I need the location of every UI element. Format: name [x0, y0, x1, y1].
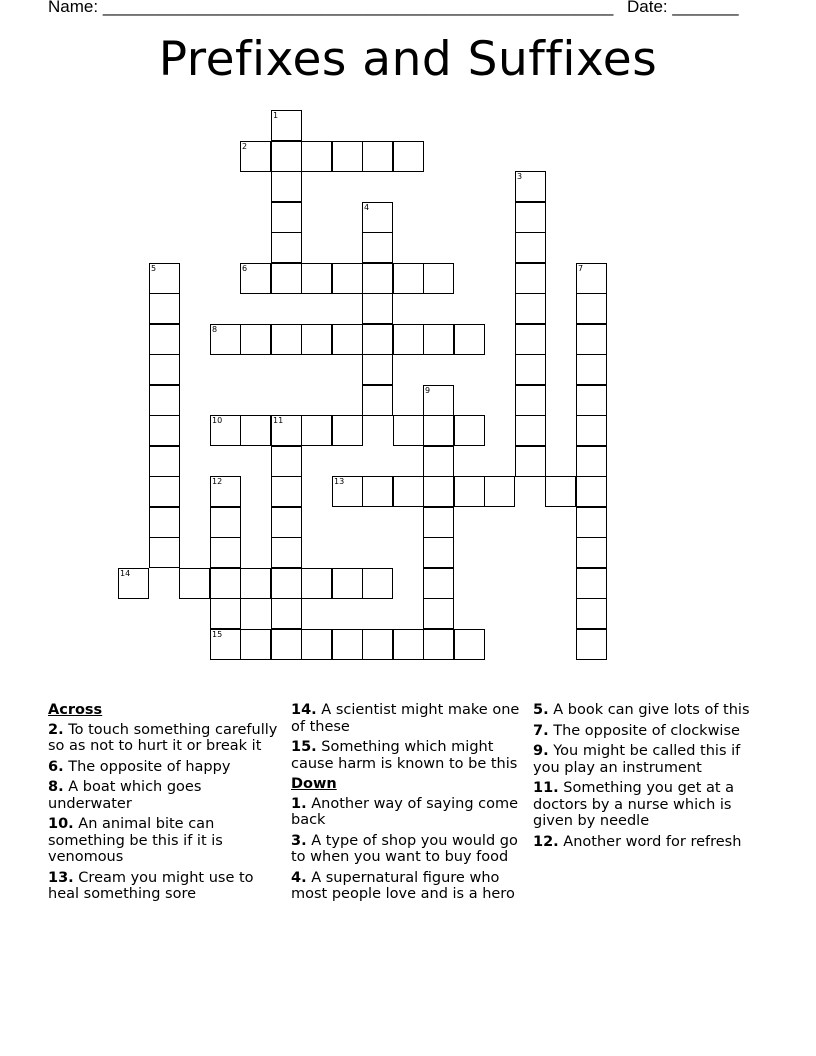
grid-cell-c11-r6[interactable] — [332, 263, 363, 294]
grid-cell-c5-r9[interactable] — [149, 354, 180, 385]
clue-across-8: 8. A boat which goes underwater — [48, 779, 202, 812]
grid-cell-c10-r2[interactable] — [301, 141, 332, 172]
clue-number-5: 5 — [151, 264, 157, 273]
grid-cell-c19-r12[interactable] — [576, 446, 607, 477]
grid-cell-c12-r5[interactable] — [362, 232, 393, 263]
grid-cell-c9-r17[interactable] — [271, 598, 302, 629]
clues-column-1 — [48, 702, 284, 907]
clue-across-13: 13. Cream you might use to heal something sore — [48, 869, 254, 902]
clue-number-8: 8 — [212, 325, 218, 334]
grid-cell-c19-r11[interactable] — [576, 415, 607, 446]
grid-cell-c13-r11[interactable] — [393, 415, 424, 446]
grid-cell-c7-r16[interactable] — [210, 568, 241, 599]
name-label: Name: — [48, 0, 99, 16]
grid-cell-c19-r17[interactable] — [576, 598, 607, 629]
grid-cell-c17-r4[interactable] — [515, 202, 546, 233]
grid-cell-c17-r6[interactable] — [515, 263, 546, 294]
grid-cell-c13-r8[interactable] — [393, 324, 424, 355]
down-heading: Down — [291, 776, 337, 792]
clue-across-15: 15. Something which might cause harm is known to be this — [291, 739, 518, 772]
grid-cell-c5-r15[interactable] — [149, 537, 180, 568]
grid-cell-c11-r11[interactable] — [332, 415, 363, 446]
grid-cell-c17-r11[interactable] — [515, 415, 546, 446]
grid-cell-c19-r14[interactable] — [576, 507, 607, 538]
grid-cell-c10-r6[interactable] — [301, 263, 332, 294]
grid-cell-c14-r17[interactable] — [423, 598, 454, 629]
grid-cell-c19-r15[interactable] — [576, 537, 607, 568]
grid-cell-c10-r18[interactable] — [301, 629, 332, 660]
grid-cell-c13-r6[interactable] — [393, 263, 424, 294]
grid-cell-c17-r10[interactable] — [515, 385, 546, 416]
grid-cell-c19-r10[interactable] — [576, 385, 607, 416]
grid-cell-c12-r10[interactable] — [362, 385, 393, 416]
grid-cell-c9-r6[interactable] — [271, 263, 302, 294]
grid-cell-c14-r11[interactable] — [423, 415, 454, 446]
clue-down-4: 4. A supernatural figure who most people love and is a hero — [291, 869, 515, 902]
name-line[interactable]: ______________________________________________________ — [102, 0, 614, 16]
grid-cell-c9-r14[interactable] — [271, 507, 302, 538]
grid-cell-c13-r2[interactable] — [393, 141, 424, 172]
grid-cell-c10-r8[interactable] — [301, 324, 332, 355]
grid-cell-c5-r12[interactable] — [149, 446, 180, 477]
grid-cell-c7-r14[interactable] — [210, 507, 241, 538]
grid-cell-c14-r18[interactable] — [423, 629, 454, 660]
clue-number-3: 3 — [517, 172, 523, 181]
clue-number-9: 9 — [425, 386, 431, 395]
grid-cell-c14-r13[interactable] — [423, 476, 454, 507]
grid-cell-c19-r16[interactable] — [576, 568, 607, 599]
grid-cell-c14-r14[interactable] — [423, 507, 454, 538]
clue-across-14: 14. A scientist might make one of these — [291, 702, 520, 735]
grid-cell-c15-r11[interactable] — [454, 415, 485, 446]
grid-cell-c11-r2[interactable] — [332, 141, 363, 172]
grid-cell-c12-r18[interactable] — [362, 629, 393, 660]
grid-cell-c9-r12[interactable] — [271, 446, 302, 477]
grid-cell-c15-r18[interactable] — [454, 629, 485, 660]
clue-down-9: 9. You might be called this if you play an instrument — [533, 743, 741, 776]
grid-cell-c14-r8[interactable] — [423, 324, 454, 355]
grid-cell-c11-r18[interactable] — [332, 629, 363, 660]
clue-number-1: 1 — [273, 111, 279, 120]
page-title: Prefixes and Suffixes — [158, 32, 658, 87]
grid-cell-c17-r12[interactable] — [515, 446, 546, 477]
grid-cell-c12-r9[interactable] — [362, 354, 393, 385]
clue-down-1: 1. Another way of saying come back — [291, 795, 519, 828]
clue-number-2: 2 — [242, 142, 248, 151]
grid-cell-c5-r14[interactable] — [149, 507, 180, 538]
grid-cell-c19-r9[interactable] — [576, 354, 607, 385]
clues-column-2 — [291, 702, 527, 907]
grid-cell-c19-r18[interactable] — [576, 629, 607, 660]
clue-down-11: 11. Something you get at a doctors by a nurse which is given by needle — [533, 780, 735, 829]
grid-cell-c9-r8[interactable] — [271, 324, 302, 355]
clue-number-14: 14 — [120, 569, 131, 578]
grid-cell-c6-r16[interactable] — [179, 568, 210, 599]
grid-cell-c12-r7[interactable] — [362, 293, 393, 324]
grid-cell-c5-r7[interactable] — [149, 293, 180, 324]
grid-cell-c12-r13[interactable] — [362, 476, 393, 507]
date-line[interactable]: _______ — [672, 0, 739, 16]
clue-down-3: 3. A type of shop you would go to when you want to buy food — [291, 832, 518, 865]
clue-down-7: 7. The opposite of clockwise — [533, 722, 740, 739]
grid-cell-c19-r13[interactable] — [576, 476, 607, 507]
grid-cell-c8-r11[interactable] — [240, 415, 271, 446]
grid-cell-c9-r2[interactable] — [271, 141, 302, 172]
clue-across-2: 2. To touch something carefully so as not to hurt it or break it — [48, 721, 278, 754]
clue-number-12: 12 — [212, 477, 223, 486]
clue-number-6: 6 — [242, 264, 248, 273]
clue-down-12: 12. Another word for refresh — [533, 833, 742, 850]
grid-cell-c17-r9[interactable] — [515, 354, 546, 385]
clue-number-4: 4 — [364, 203, 370, 212]
grid-cell-c9-r15[interactable] — [271, 537, 302, 568]
date-label: Date: — [627, 0, 668, 16]
grid-cell-c11-r16[interactable] — [332, 568, 363, 599]
grid-cell-c13-r18[interactable] — [393, 629, 424, 660]
grid-cell-c10-r11[interactable] — [301, 415, 332, 446]
grid-cell-c17-r8[interactable] — [515, 324, 546, 355]
grid-cell-c12-r2[interactable] — [362, 141, 393, 172]
grid-cell-c14-r6[interactable] — [423, 263, 454, 294]
clue-number-7: 7 — [578, 264, 584, 273]
grid-cell-c7-r17[interactable] — [210, 598, 241, 629]
grid-cell-c9-r16[interactable] — [271, 568, 302, 599]
grid-cell-c16-r13[interactable] — [484, 476, 515, 507]
grid-cell-c5-r8[interactable] — [149, 324, 180, 355]
clue-number-11: 11 — [273, 416, 284, 425]
across-heading: Across — [48, 702, 103, 718]
grid-cell-c12-r8[interactable] — [362, 324, 393, 355]
grid-cell-c9-r4[interactable] — [271, 202, 302, 233]
grid-cell-c17-r7[interactable] — [515, 293, 546, 324]
clue-number-15: 15 — [212, 630, 223, 639]
grid-cell-c15-r13[interactable] — [454, 476, 485, 507]
clue-number-10: 10 — [212, 416, 223, 425]
grid-cell-c14-r15[interactable] — [423, 537, 454, 568]
grid-cell-c8-r18[interactable] — [240, 629, 271, 660]
grid-cell-c19-r7[interactable] — [576, 293, 607, 324]
grid-cell-c9-r13[interactable] — [271, 476, 302, 507]
grid-cell-c8-r8[interactable] — [240, 324, 271, 355]
grid-cell-c12-r6[interactable] — [362, 263, 393, 294]
clue-down-5: 5. A book can give lots of this — [533, 702, 750, 718]
grid-cell-c14-r16[interactable] — [423, 568, 454, 599]
grid-cell-c9-r5[interactable] — [271, 232, 302, 263]
grid-cell-c11-r8[interactable] — [332, 324, 363, 355]
grid-cell-c17-r5[interactable] — [515, 232, 546, 263]
grid-cell-c10-r16[interactable] — [301, 568, 332, 599]
grid-cell-c12-r16[interactable] — [362, 568, 393, 599]
grid-cell-c19-r8[interactable] — [576, 324, 607, 355]
clues-column-3 — [533, 702, 769, 854]
grid-cell-c5-r13[interactable] — [149, 476, 180, 507]
grid-cell-c5-r11[interactable] — [149, 415, 180, 446]
grid-cell-c18-r13[interactable] — [545, 476, 576, 507]
grid-cell-c15-r8[interactable] — [454, 324, 485, 355]
grid-cell-c13-r13[interactable] — [393, 476, 424, 507]
grid-cell-c7-r15[interactable] — [210, 537, 241, 568]
grid-cell-c5-r10[interactable] — [149, 385, 180, 416]
grid-cell-c14-r12[interactable] — [423, 446, 454, 477]
grid-cell-c9-r18[interactable] — [271, 629, 302, 660]
clue-across-6: 6. The opposite of happy — [48, 758, 231, 775]
grid-cell-c8-r16[interactable] — [240, 568, 271, 599]
clue-number-13: 13 — [334, 477, 345, 486]
grid-cell-c9-r3[interactable] — [271, 171, 302, 202]
clue-across-10: 10. An animal bite can something be this if it is venomous — [48, 816, 223, 865]
